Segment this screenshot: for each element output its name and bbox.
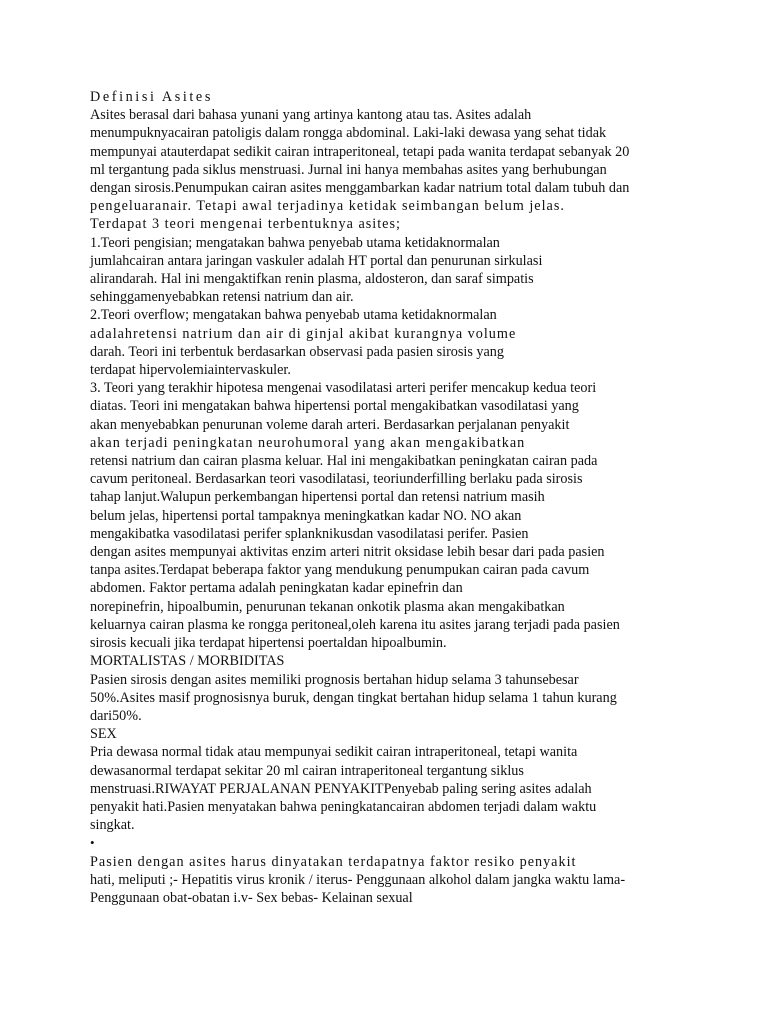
text-line: Pasien sirosis dengan asites memiliki prognosis bertahan hidup selama 3 tahunsebesar bbox=[90, 671, 579, 688]
text-line: dewasanormal terdapat sekitar 20 ml cairan intraperitoneal tergantung siklus bbox=[90, 762, 524, 779]
text-line: penyakit hati.Pasien menyatakan bahwa peningkatancairan abdomen terjadi dalam waktu bbox=[90, 798, 597, 815]
text-line: abdomen. Faktor pertama adalah peningkatan kadar epinefrin dan bbox=[90, 580, 463, 597]
text-line: alirandarah. Hal ini mengaktifkan renin plasma, aldosteron, dan saraf simpatis bbox=[90, 271, 534, 288]
text-line: diatas. Teori ini mengatakan bahwa hipertensi portal mengakibatkan vasodilatasi yang bbox=[90, 398, 579, 415]
text-line: 3. Teori yang terakhir hipotesa mengenai vasodilatasi arteri perifer mencakup kedua teori bbox=[90, 380, 597, 397]
text-line: Pasien dengan asites harus dinyatakan terdapatnya faktor resiko penyakit bbox=[90, 853, 577, 870]
text-line: 1.Teori pengisian; mengatakan bahwa penyebab utama ketidaknormalan bbox=[90, 234, 500, 251]
text-line: menstruasi.RIWAYAT PERJALANAN PENYAKITPenyebab paling sering asites adalah bbox=[90, 780, 592, 797]
text-line: ml tergantung pada siklus menstruasi. Jurnal ini hanya membahas asites yang berhubungan bbox=[90, 161, 607, 178]
text-line: dengan sirosis.Penumpukan cairan asites menggambarkan kadar natrium total dalam tubuh dan bbox=[90, 180, 630, 197]
text-line: Asites berasal dari bahasa yunani yang artinya kantong atau tas. Asites adalah bbox=[90, 107, 532, 124]
text-line: sirosis kecuali jika terdapat hipertensi poertaldan hipoalbumin. bbox=[90, 635, 447, 652]
text-line: Penggunaan obat-obatan i.v- Sex bebas- Kelainan sexual bbox=[90, 889, 413, 906]
text-line: akan terjadi peningkatan neurohumoral yang akan mengakibatkan bbox=[90, 434, 526, 451]
text-line: cavum peritoneal. Berdasarkan teori vasodilatasi, teoriunderfilling berlaku pada sirosis bbox=[90, 471, 583, 488]
text-line: retensi natrium dan cairan plasma keluar. Hal ini mengakibatkan peningkatan cairan pada bbox=[90, 453, 598, 470]
text-line: tahap lanjut.Walupun perkembangan hipertensi portal dan retensi natrium masih bbox=[90, 489, 545, 506]
text-line: adalahretensi natrium dan air di ginjal akibat kurangnya volume bbox=[90, 325, 517, 342]
text-line: menumpuknyacairan patoligis dalam rongga abdominal. Laki-laki dewasa yang sehat tidak bbox=[90, 125, 607, 142]
text-line: jumlahcairan antara jaringan vaskuler adalah HT portal dan penurunan sirkulasi bbox=[90, 252, 543, 269]
text-line: Pria dewasa normal tidak atau mempunyai sedikit cairan intraperitoneal, tetapi wanita bbox=[90, 744, 578, 761]
document-page bbox=[90, 88, 710, 907]
text-line: mengakibatka vasodilatasi perifer splanknikusdan vasodilatasi perifer. Pasien bbox=[90, 525, 529, 542]
text-line: mempunyai atauterdapat sedikit cairan intraperitoneal, tetapi pada wanita terdapat sebanyak 20 bbox=[90, 143, 630, 160]
document-title: Definisi Asites bbox=[90, 89, 213, 105]
text-line: 50%.Asites masif prognosisnya buruk, dengan tingkat bertahan hidup selama 1 tahun kurang bbox=[90, 689, 617, 706]
text-line: dengan asites mempunyai aktivitas enzim arteri nitrit oksidase lebih besar dari pada pasien bbox=[90, 544, 605, 561]
text-line: darah. Teori ini terbentuk berdasarkan observasi pada pasien sirosis yang bbox=[90, 343, 504, 360]
text-line: pengeluaranair. Tetapi awal terjadinya ketidak seimbangan belum jelas. bbox=[90, 198, 565, 215]
text-line: dari50%. bbox=[90, 707, 142, 724]
section-heading: MORTALISTAS / MORBIDITAS bbox=[90, 653, 285, 670]
text-line: 2.Teori overflow; mengatakan bahwa penyebab utama ketidaknormalan bbox=[90, 307, 497, 324]
text-line: terdapat hipervolemiaintervaskuler. bbox=[90, 362, 291, 379]
text-line: hati, meliputi ;- Hepatitis virus kronik / iterus- Penggunaan alkohol dalam jangka waktu lama- bbox=[90, 871, 626, 888]
text-line: singkat. bbox=[90, 817, 135, 834]
text-line: keluarnya cairan plasma ke rongga peritoneal,oleh karena itu asites jarang terjadi pada pasien bbox=[90, 616, 620, 633]
text-line: belum jelas, hipertensi portal tampaknya meningkatkan kadar NO. NO akan bbox=[90, 507, 522, 524]
text-line: Terdapat 3 teori mengenai terbentuknya asites; bbox=[90, 216, 401, 233]
text-line: tanpa asites.Terdapat beberapa faktor yang mendukung penumpukan cairan pada cavum bbox=[90, 562, 590, 579]
text-line: norepinefrin, hipoalbumin, penurunan tekanan onkotik plasma akan mengakibatkan bbox=[90, 598, 565, 615]
text-line: akan menyebabkan penurunan voleme darah arteri. Berdasarkan perjalanan penyakit bbox=[90, 416, 570, 433]
section-heading: SEX bbox=[90, 726, 117, 743]
bullet-icon: • bbox=[90, 835, 95, 851]
text-line: sehinggamenyebabkan retensi natrium dan air. bbox=[90, 289, 354, 306]
